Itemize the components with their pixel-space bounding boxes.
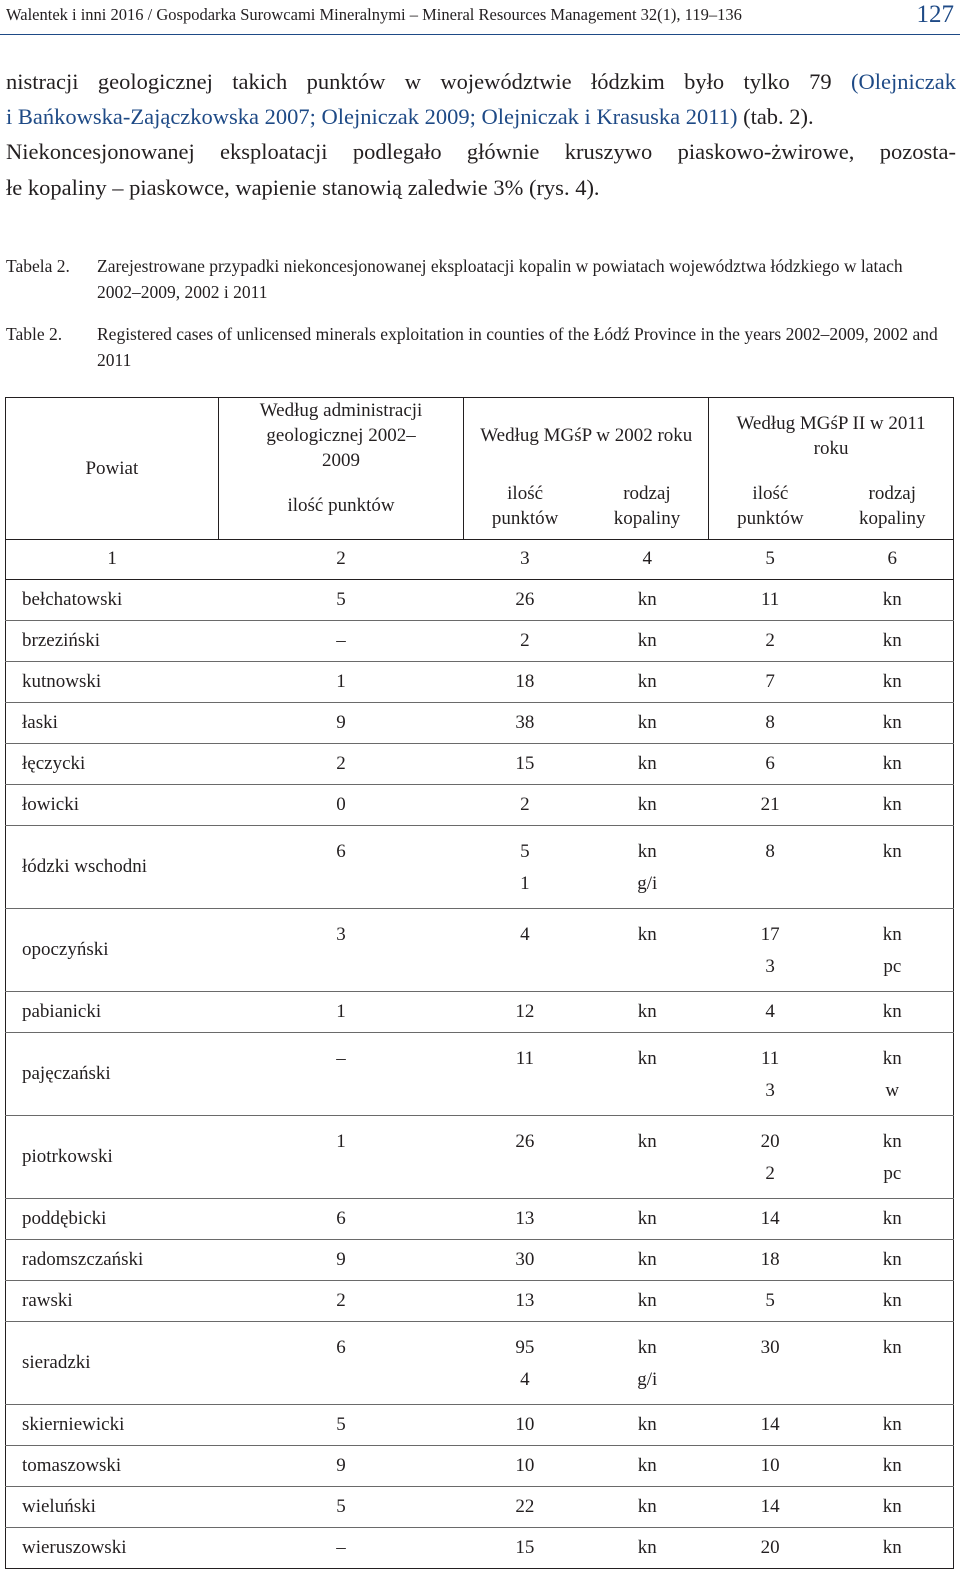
- cell-line: kn: [882, 923, 902, 945]
- powiat-name: kutnowski: [6, 661, 219, 702]
- table-row: [6, 825, 954, 908]
- powiat-name: skierniewicki: [6, 1404, 219, 1445]
- table-row: [6, 1486, 954, 1527]
- cell-line: 2: [765, 1162, 775, 1184]
- powiat-name: łaski: [6, 702, 219, 743]
- cell: 14: [709, 1486, 832, 1527]
- cell: 2: [218, 743, 464, 784]
- caption-text: Zarejestrowane przypadki niekoncesjonowanej eksploatacji kopalin w powiatach województwa łódzkiego w latach 2002–2009, 2002 i 2011: [97, 256, 903, 302]
- citation-link[interactable]: (Olejniczak: [851, 69, 956, 94]
- table-row: [6, 1321, 954, 1404]
- header-ilosc-punktow: ilość punktów: [218, 473, 464, 539]
- cell: –: [218, 1032, 464, 1115]
- cell: 2: [709, 620, 832, 661]
- cell: kn: [586, 1239, 709, 1280]
- header-mgsp-2002: Według MGśP w 2002 roku: [464, 398, 709, 474]
- cell-line: kn: [882, 1130, 902, 1152]
- cell: 5: [218, 579, 464, 620]
- cell: 8: [709, 825, 832, 908]
- column-number: 1: [6, 539, 219, 579]
- cell: 10: [464, 1445, 586, 1486]
- cell: kn: [832, 991, 954, 1032]
- table-row: [6, 702, 954, 743]
- cell-line: 95: [515, 1336, 535, 1358]
- cell: 9: [218, 702, 464, 743]
- cell: 15: [464, 743, 586, 784]
- cell-line: g/i: [637, 872, 658, 894]
- cell: [464, 1321, 586, 1404]
- powiat-name: łódzki wschodni: [6, 825, 219, 908]
- powiat-name: sieradzki: [6, 1321, 219, 1404]
- cell: kn: [832, 784, 954, 825]
- table-row: [6, 1032, 954, 1115]
- cell: kn: [586, 1486, 709, 1527]
- cell-line: 1: [520, 872, 530, 894]
- header-mgsp-2011: Według MGśP II w 2011 roku: [709, 398, 954, 474]
- cell: kn: [586, 784, 709, 825]
- cell: 6: [218, 825, 464, 908]
- powiat-name: radomszczański: [6, 1239, 219, 1280]
- cell: kn: [586, 1445, 709, 1486]
- running-title: Walentek i inni 2016 / Gospodarka Surowcami Mineralnymi – Mineral Resources Management 32(1), 119–136: [6, 5, 742, 24]
- table-row: [6, 1198, 954, 1239]
- table-row: [6, 1280, 954, 1321]
- header-ilosc: ilość punktów: [464, 473, 586, 539]
- cell: kn: [586, 743, 709, 784]
- powiat-name: opoczyński: [6, 908, 219, 991]
- cell: 21: [709, 784, 832, 825]
- cell: 2: [464, 784, 586, 825]
- cell: 30: [709, 1321, 832, 1404]
- cell: 10: [709, 1445, 832, 1486]
- cell-line: pc: [883, 1162, 902, 1184]
- powiat-name: brzeziński: [6, 620, 219, 661]
- cell: 5: [218, 1486, 464, 1527]
- body-paragraph: [6, 64, 956, 205]
- cell: 18: [709, 1239, 832, 1280]
- paragraph-line-4: łe kopaliny – piaskowce, wapienie stanowią zaledwie 3% (rys. 4).: [6, 174, 600, 200]
- table-row: [6, 579, 954, 620]
- cell: 6: [218, 1198, 464, 1239]
- cell: [586, 1321, 709, 1404]
- caption-label: Tabela 2.: [6, 256, 70, 276]
- cell: 2: [464, 620, 586, 661]
- cell: [832, 1115, 954, 1198]
- table-row: [6, 620, 954, 661]
- table-row: [6, 743, 954, 784]
- cell: 3: [218, 908, 464, 991]
- cell: 30: [464, 1239, 586, 1280]
- cell: kn: [586, 702, 709, 743]
- cell: kn: [832, 1404, 954, 1445]
- cell: kn: [832, 620, 954, 661]
- powiat-name: tomaszowski: [6, 1445, 219, 1486]
- paragraph-line-2: [6, 99, 956, 134]
- page-number: 127: [916, 1, 954, 28]
- cell: 18: [464, 661, 586, 702]
- cell: 2: [218, 1280, 464, 1321]
- cell: [709, 1032, 832, 1115]
- header-rodzaj: rodzaj kopaliny: [586, 473, 709, 539]
- cell: 6: [709, 743, 832, 784]
- cell: kn: [832, 1280, 954, 1321]
- column-number: 5: [709, 539, 832, 579]
- cell: 26: [464, 1115, 586, 1198]
- table-row: [6, 991, 954, 1032]
- cell: 11: [464, 1032, 586, 1115]
- header-powiat: Powiat: [6, 398, 219, 540]
- citation-link[interactable]: i Bańkowska-Zajączkowska 2007; Olejniczak 2009; Olejniczak i Krasuska 2011): [6, 104, 738, 130]
- cell: kn: [637, 1536, 657, 1558]
- cell-line: kn: [882, 1047, 902, 1069]
- cell: kn: [586, 908, 709, 991]
- powiat-name: pabianicki: [6, 991, 219, 1032]
- cell: 1: [218, 1115, 464, 1198]
- cell-line: kn: [637, 1336, 657, 1358]
- cell: –: [336, 1536, 346, 1558]
- cell: kn: [832, 1198, 954, 1239]
- cell: 9: [218, 1239, 464, 1280]
- cell: 15: [515, 1536, 535, 1558]
- cell: kn: [832, 743, 954, 784]
- cell: kn: [832, 661, 954, 702]
- powiat-name: łęczycki: [6, 743, 219, 784]
- cell-line: 11: [760, 1047, 780, 1069]
- cell: 8: [709, 702, 832, 743]
- table-row: [6, 1445, 954, 1486]
- table-row: [6, 908, 954, 991]
- cell: 4: [709, 991, 832, 1032]
- cell-line: 20: [760, 1130, 780, 1152]
- cell: [464, 825, 586, 908]
- cell-line: 17: [760, 923, 780, 945]
- cell: 14: [709, 1198, 832, 1239]
- cell: kn: [586, 1198, 709, 1239]
- cell: kn: [832, 825, 954, 908]
- column-number: 2: [218, 539, 464, 579]
- cell-line: 3: [765, 1079, 775, 1101]
- cell: kn: [586, 579, 709, 620]
- cell: 5: [709, 1280, 832, 1321]
- paragraph-text: (tab. 2).: [737, 104, 814, 130]
- paragraph-line-1: [6, 64, 956, 99]
- cell: 13: [464, 1280, 586, 1321]
- cell: 22: [464, 1486, 586, 1527]
- table-row: [6, 784, 954, 825]
- header-rodzaj-2011: rodzaj kopaliny: [832, 473, 954, 539]
- cell-line: w: [885, 1079, 900, 1101]
- cell-line: 5: [520, 840, 530, 862]
- cell: kn: [586, 991, 709, 1032]
- cell: [832, 1032, 954, 1115]
- table-row: [6, 661, 954, 702]
- cell: 38: [464, 702, 586, 743]
- cell: 4: [464, 908, 586, 991]
- powiat-name: łowicki: [6, 784, 219, 825]
- cell: kn: [586, 661, 709, 702]
- cell-line: 4: [520, 1368, 530, 1390]
- cell: [709, 1115, 832, 1198]
- powiat-name: piotrkowski: [6, 1115, 219, 1198]
- cell: [709, 908, 832, 991]
- cell: kn: [832, 1486, 954, 1527]
- cell-line: kn: [637, 840, 657, 862]
- cell: 12: [464, 991, 586, 1032]
- powiat-name: pajęczański: [6, 1032, 219, 1115]
- cell: 26: [464, 579, 586, 620]
- cell: kn: [586, 620, 709, 661]
- powiat-name: wieruszowski: [22, 1536, 127, 1558]
- powiat-name: wieluński: [6, 1486, 219, 1527]
- running-header: [0, 0, 960, 36]
- table-row: [6, 1239, 954, 1280]
- cell: 5: [218, 1404, 464, 1445]
- cell: kn: [832, 702, 954, 743]
- cell-line: g/i: [637, 1368, 658, 1390]
- cell: 7: [709, 661, 832, 702]
- paragraph-line-3: Niekoncesjonowanej eksploatacji podlegało głównie kruszywo piaskowo-żwirowe, pozosta-: [6, 139, 956, 165]
- paragraph-text: nistracji geologicznej takich punktów w województwie łódzkim było tylko 79: [6, 69, 852, 94]
- cell: kn: [586, 1115, 709, 1198]
- column-number: 3: [464, 539, 586, 579]
- cell: 9: [218, 1445, 464, 1486]
- header-rule: [0, 34, 960, 35]
- column-number: 4: [586, 539, 709, 579]
- caption-text: Registered cases of unlicensed minerals exploitation in counties of the Łódź Province in the years 2002–2009, 2002 and 2011: [97, 324, 938, 370]
- column-number-row: [6, 539, 954, 579]
- cell-line: pc: [883, 955, 902, 977]
- powiat-name: poddębicki: [6, 1198, 219, 1239]
- caption-label: Table 2.: [6, 324, 63, 344]
- cell: [586, 825, 709, 908]
- cell: 11: [709, 579, 832, 620]
- cell: kn: [586, 1032, 709, 1115]
- header-ilosc-2011: ilość punktów: [709, 473, 832, 539]
- cell: kn: [586, 1280, 709, 1321]
- cell: kn: [832, 1445, 954, 1486]
- cell: 13: [464, 1198, 586, 1239]
- cell: kn: [832, 579, 954, 620]
- column-number: 6: [832, 539, 954, 579]
- powiat-name: rawski: [6, 1280, 219, 1321]
- powiat-name: bełchatowski: [6, 579, 219, 620]
- cell-line: 3: [765, 955, 775, 977]
- cell: 1: [218, 661, 464, 702]
- cell: 1: [218, 991, 464, 1032]
- cell: –: [218, 620, 464, 661]
- cell: kn: [832, 1239, 954, 1280]
- cell: 14: [709, 1404, 832, 1445]
- cell: kn: [882, 1536, 902, 1558]
- header-admin: Według administracji geologicznej 2002–2009: [218, 398, 464, 474]
- cell: kn: [832, 1321, 954, 1404]
- data-table: [5, 397, 954, 1569]
- cell: kn: [586, 1404, 709, 1445]
- cell: [832, 908, 954, 991]
- table-row: [6, 1527, 954, 1568]
- cell: 6: [218, 1321, 464, 1404]
- cell: 20: [760, 1536, 780, 1558]
- table-row: [6, 1115, 954, 1198]
- table-row: [6, 1404, 954, 1445]
- cell: 0: [218, 784, 464, 825]
- cell: 10: [464, 1404, 586, 1445]
